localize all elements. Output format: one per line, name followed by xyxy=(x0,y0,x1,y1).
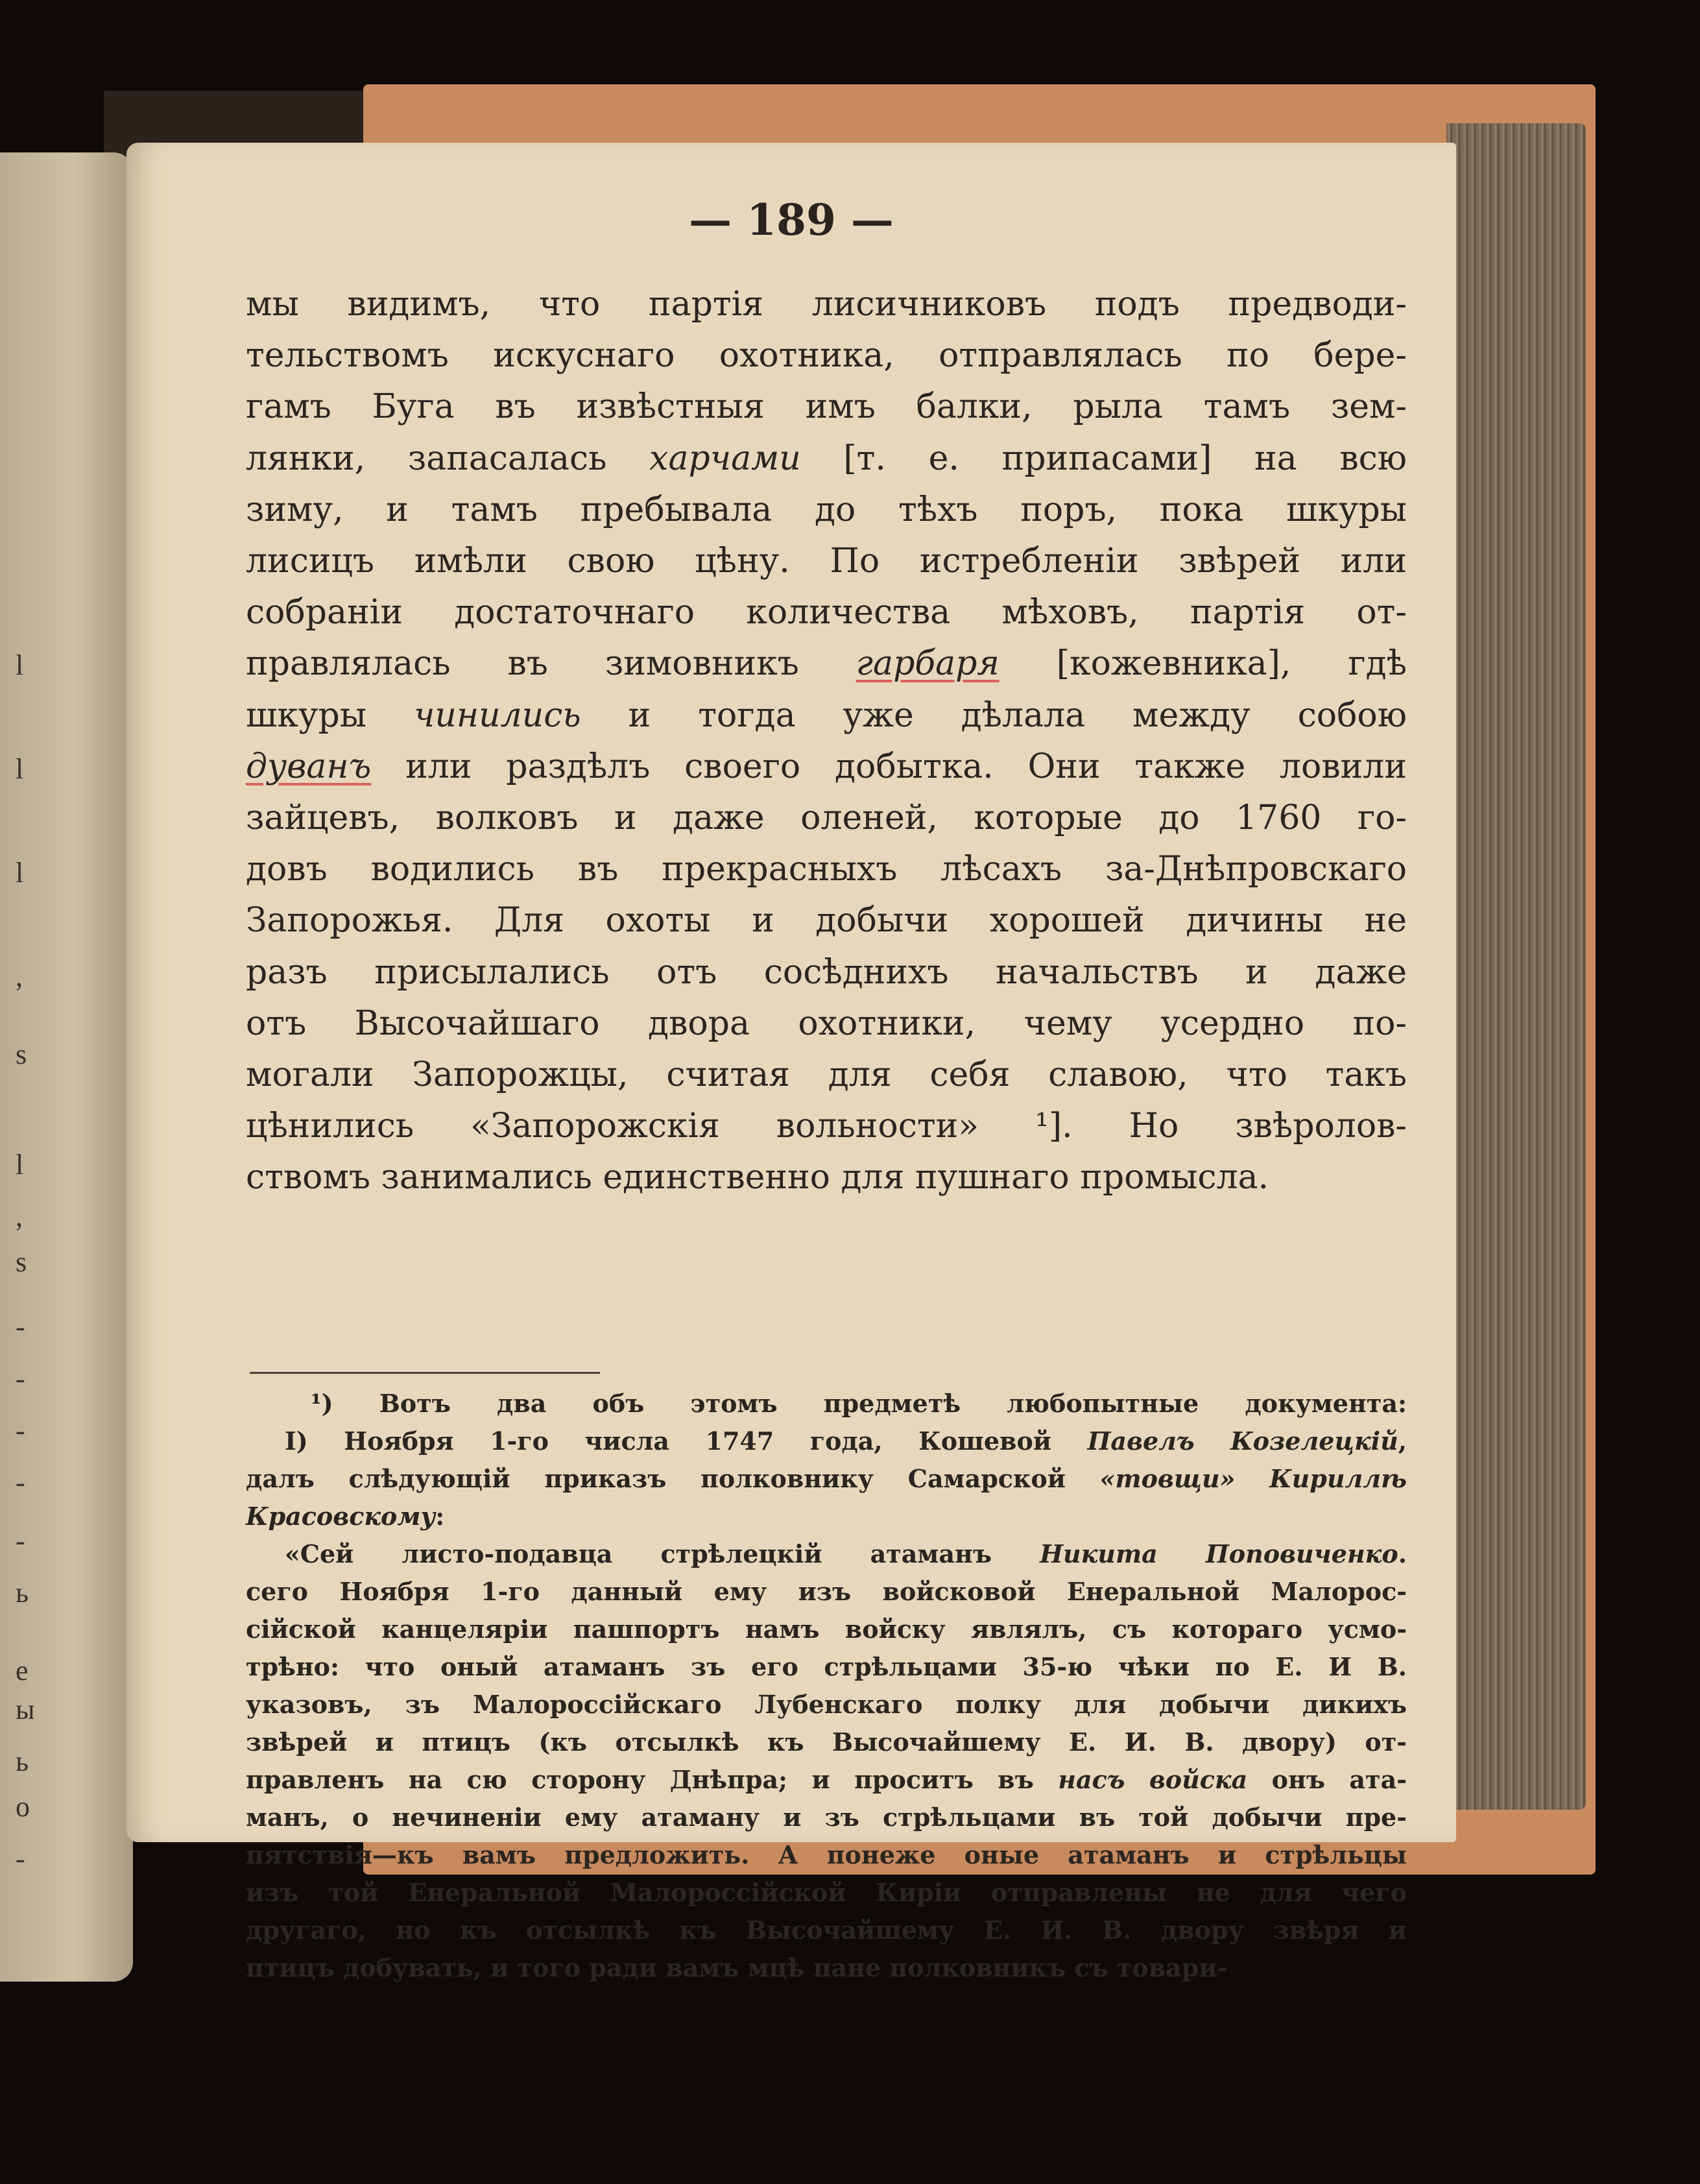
text-segment: , xyxy=(1398,1426,1407,1456)
left-page-marks xyxy=(0,152,133,1982)
footnote-line: сійской канцеляріи пашпортъ намъ войску являлъ, съ котораго усмо- xyxy=(246,1614,1407,1644)
footnote-line: другаго, но къ отсылкѣ къ Высочайшему Е. И. В. двору звѣря и xyxy=(246,1915,1407,1945)
italic-term: гарбаря xyxy=(856,644,1000,684)
left-page-mark: ы xyxy=(16,1694,35,1725)
text-segment: I) Ноября 1-го числа 1747 года, Кошевой xyxy=(285,1426,1088,1456)
left-page-mark: - xyxy=(16,1843,25,1875)
italic-term: насъ войска xyxy=(1058,1765,1248,1794)
left-page-mark: - xyxy=(16,1311,25,1343)
footnote-rule xyxy=(250,1372,600,1374)
page-number: — 189 — xyxy=(689,195,894,245)
main-text-line: ствомъ занимались единственно для пушнаго промысла. xyxy=(246,1158,1269,1197)
text-segment: [т. е. припасами] на всю xyxy=(800,438,1407,478)
main-text-line: разъ присылались отъ сосѣднихъ начальствъ и даже xyxy=(246,952,1407,992)
text-segment: правлялась въ зимовникъ xyxy=(246,644,856,684)
text-segment: лянки, запасалась xyxy=(246,438,650,478)
left-page-mark: - xyxy=(16,1363,25,1395)
text-segment: или раздѣлъ своего добытка. Они также ловили xyxy=(371,747,1407,786)
footnote-line: изъ той Енеральной Малороссійской Киріи отправлены не для чего xyxy=(246,1878,1407,1907)
italic-term: Красовскому xyxy=(246,1502,436,1531)
footnote-line xyxy=(246,1460,1407,1498)
footnote-line: птицъ добувать, и того ради вамъ мцѣ пане полковникъ съ товари- xyxy=(246,1953,1228,1982)
left-page-mark: - xyxy=(16,1415,25,1446)
text-segment: онъ ата- xyxy=(1247,1765,1407,1794)
main-text-line xyxy=(246,433,1407,485)
main-text-line: гамъ Буга въ извѣстныя имъ балки, рыла тамъ зем- xyxy=(246,387,1407,427)
left-page-mark: l xyxy=(16,1149,24,1181)
main-text-line: отъ Высочайшаго двора охотники, чему усердно по- xyxy=(246,1003,1407,1043)
book-page xyxy=(126,143,1456,1982)
footnote-line xyxy=(246,1761,1407,1799)
italic-term: харчами xyxy=(649,438,801,478)
text-segment: шкуры xyxy=(246,695,414,735)
main-text-line xyxy=(246,638,1407,690)
left-page-mark: , xyxy=(16,961,23,992)
left-page-mark: о xyxy=(16,1791,30,1823)
left-page-mark: l xyxy=(16,857,24,889)
italic-term: дуванъ xyxy=(246,747,372,786)
text-segment: далъ слѣдующій приказъ полковнику Самарской xyxy=(246,1464,1100,1493)
footnote-line: сего Ноября 1-го данный ему изъ войсковой Енеральной Малорос- xyxy=(246,1577,1407,1606)
left-page-mark: - xyxy=(16,1525,25,1557)
left-page-mark: e xyxy=(16,1655,29,1686)
left-page-mark: ь xyxy=(16,1577,29,1609)
main-text-line: цѣнились «Запорожскія вольности» ¹]. Но звѣролов- xyxy=(246,1107,1407,1146)
footnote xyxy=(246,1385,1407,1987)
footnote-line: звѣрей и птицъ (къ отсылкѣ къ Высочайшему Е. И. В. двору) от- xyxy=(246,1727,1407,1757)
footnote-line xyxy=(246,1535,1407,1573)
main-text-line xyxy=(246,690,1407,741)
left-page-mark: s xyxy=(16,1038,27,1070)
text-segment: правленъ на сю сторону Днѣпра; и проситъ въ xyxy=(246,1765,1059,1794)
footnote-line xyxy=(246,1498,1407,1535)
main-text xyxy=(246,279,1407,1204)
italic-term: «товщи» Кириллѣ xyxy=(1099,1464,1407,1493)
main-text-line: мы видимъ, что партія лисичниковъ подъ предводи- xyxy=(246,285,1407,324)
italic-term: чинились xyxy=(414,695,581,735)
main-text-line xyxy=(246,741,1407,793)
left-page-mark: l xyxy=(16,649,24,681)
italic-term: Никита Поповиченко xyxy=(1040,1539,1398,1568)
left-page-mark: s xyxy=(16,1246,27,1278)
main-text-line: Запорожья. Для охоты и добычи хорошей дичины не xyxy=(246,901,1407,941)
text-segment: «Сей листо-подавца стрѣлецкій атаманъ xyxy=(285,1539,1040,1568)
left-page xyxy=(0,152,133,1982)
footnote-line: указовъ, зъ Малороссійскаго Лубенскаго полку для добычи дикихъ xyxy=(246,1690,1407,1719)
main-text-line: зиму, и тамъ пребывала до тѣхъ поръ, пока шкуры xyxy=(246,490,1407,529)
left-page-mark: ь xyxy=(16,1746,29,1777)
text-segment: [кожевника], гдѣ xyxy=(999,644,1407,684)
main-text-line: зайцевъ, волковъ и даже оленей, которые до 1760 го- xyxy=(246,798,1407,838)
main-text-line: собраніи достаточнаго количества мѣховъ, партія от- xyxy=(246,593,1407,632)
text-segment: . xyxy=(1398,1539,1407,1568)
footnote-line xyxy=(246,1422,1407,1460)
main-text-line: могали Запорожцы, считая для себя славою, что такъ xyxy=(246,1055,1407,1095)
text-segment: : xyxy=(435,1502,445,1531)
footnote-line: ¹) Вотъ два объ этомъ предметѣ любопытные документа: xyxy=(311,1389,1407,1418)
left-page-mark: - xyxy=(16,1467,25,1498)
footnote-line: трѣно: что оный атаманъ зъ его стрѣльцами 35-ю чѣки по Е. И В. xyxy=(246,1652,1407,1681)
footnote-line: манъ, о нечиненіи ему атаману и зъ стрѣльцами въ той добычи пре- xyxy=(246,1803,1407,1832)
footnote-line: пятствія—къ вамъ предложить. А понеже оные атаманъ и стрѣльцы xyxy=(246,1840,1407,1869)
left-page-mark: l xyxy=(16,753,24,785)
main-text-line: довъ водились въ прекрасныхъ лѣсахъ за-Днѣпровскаго xyxy=(246,850,1407,889)
text-segment: и тогда уже дѣлала между собою xyxy=(581,695,1407,735)
main-text-line: лисицъ имѣли свою цѣну. По истребленіи звѣрей или xyxy=(246,542,1407,581)
left-page-mark: , xyxy=(16,1201,23,1232)
italic-term: Павелъ Козелецкій xyxy=(1087,1426,1398,1456)
page-fore-edge xyxy=(1446,123,1586,1810)
main-text-line: тельствомъ искуснаго охотника, отправлялась по бере- xyxy=(246,336,1407,376)
